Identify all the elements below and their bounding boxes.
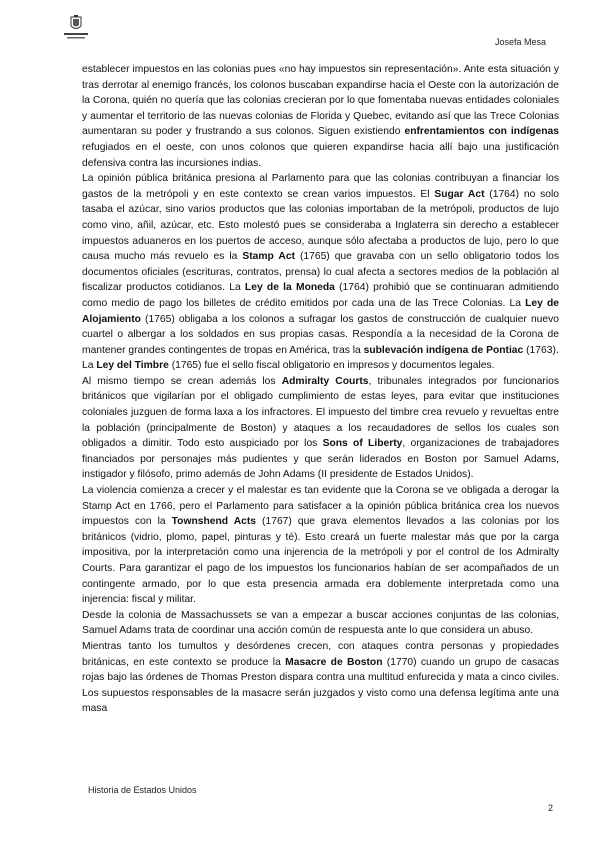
text-run: (1770) cuando un grupo de casacas rojas bajo las órdenes de Thomas Preston dispara contra una multitud enfurecida y mata a cinco civiles. Los supuestos responsables de la masacre serán juzgados y visto como una defensa legítima ante una masa	[82, 656, 559, 715]
paragraph	[82, 639, 559, 717]
bold-term: Townshend Acts	[171, 516, 257, 528]
text-run: (1764) prohibió que se continuaran admitiendo como medio de pago los billetes de crédito emitidos por cada una de las Trece Colonias. La	[82, 282, 559, 309]
bold-term: Stamp Act	[242, 251, 295, 263]
bold-term: enfrentamientos con indígenas	[404, 126, 559, 138]
footer-course-title: Historia de Estados Unidos	[88, 785, 197, 795]
text-run: (1765) que gravaba con un sello obligatorio todos los documentos oficiales (escrituras, contratos, prensa) lo cual afecta a sectores medios de la población al fiscalizar productos cotidianos. La	[82, 251, 560, 294]
text-run: Al mismo tiempo se crean además los	[82, 375, 282, 387]
text-run: (1765) obligaba a los colonos a sufragar los gastos de construcción de cualquier nuevo cuartel o albergar a los soldados en sus propias casas. Respondía a la necesidad de la Corona de mantener grandes contingentes de tropas en América, tras la	[82, 313, 559, 356]
paragraph	[82, 171, 559, 358]
text-run: establecer impuestos en las colonias pues «no hay impuestos sin representación». Ante esta situación y tras derrotar al enemigo francés, los colonos buscaban expandirse hacia el Oeste con la autorización de la Corona, quién no quería que las colonias crecieran por lo que fomentaba nuevas entidades coloniales y aumentar el territorio de las nuevas colonias de Florida y Quebec, evitando así que las Trece Colonias aumentaran su poder y frustrando a sus colonos. Siguen existiendo	[82, 64, 559, 138]
bold-term: Admiralty Courts	[281, 375, 369, 387]
university-crest-logo	[56, 14, 96, 44]
paragraph	[82, 374, 559, 483]
text-run: (1764) no solo tasaba el azúcar, sino varios productos que las colonias importaban de la metrópoli, productos de lujo como vino, añil, azúcar, etc. Esto molestó pues se consideraba a Inglaterra sin derecho a establecer impuestos aduaneros en los puertos de acceso, aunque sólo afectaba a productos de lujo, pero lo que causa mucho más revuelo es la	[82, 188, 559, 263]
paragraph	[82, 483, 559, 608]
text-run: , tribunales integrados por funcionarios británicos que vigilarían por el obligado cumplimiento de estas leyes, para evitar que instituciones coloniales juzguen de forma laxa a los infractores. El impuesto del timbre crea revuelo y revueltas entre la población (principalmente de Boston) y ataques a los recaudadores de sellos los cuales son obligados a dimitir. Todo esto auspiciado por los	[82, 375, 559, 450]
bold-term: Sons of Liberty	[322, 438, 403, 450]
header-author: Josefa Mesa	[495, 37, 547, 47]
bold-term: Ley de Alojamiento	[82, 297, 559, 325]
text-run: refugiados en el oeste, con unos colonos que quieren expandirse hacia allí bajo una justificación defensiva contra las incursiones indias.	[82, 141, 559, 169]
text-run: La opinión pública británica presiona al Parlamento para que las colonias contribuyan a financiar los gastos de la metrópoli y en este contexto se crean varios impuestos. El	[82, 173, 559, 200]
paragraph	[82, 608, 559, 639]
text-run: (1763).	[523, 344, 559, 356]
bold-term: sublevación indígena de Pontiac	[363, 344, 524, 356]
bold-term: Sugar Act	[434, 188, 485, 200]
bold-term: Ley de la Moneda	[244, 282, 335, 294]
page-number: 2	[548, 803, 554, 813]
bold-term: Masacre de Boston	[285, 656, 383, 668]
text-run: (1765) fue el sello fiscal obligatorio en impresos y documentos legales.	[168, 360, 495, 372]
paragraph	[82, 358, 559, 374]
text-run: La violencia comienza a crecer y el malestar es tan evidente que la Corona se ve obligada a derogar la Stamp Act en 1766, pero el Parlamento para satisfacer a la opinión pública británica crea los nuevos impuestos con la	[82, 485, 559, 528]
paragraph	[82, 62, 559, 171]
text-run: , organizaciones de trabajadores financiados por personajes más pudientes y que serán liderados en Boston por Samuel Adams, instigador y filósofo, primo además de John Adams (II presidente de Estados Unidos).	[82, 438, 560, 481]
text-run: La	[82, 360, 97, 372]
text-run: Mientras tanto los tumultos y desórdenes crecen, con ataques contra personas y propiedades británicas, en este contexto se produce la	[82, 640, 559, 668]
bold-term: Ley del Timbre	[96, 360, 169, 372]
text-run: Desde la colonia de Massachussets se van a empezar a buscar acciones conjuntas de las colonias, Samuel Adams trata de coordinar una acción común de respuesta ante lo que considera un abuso.	[82, 609, 559, 637]
text-run: (1767) que grava elementos llevados a las colonias por los británicos (vidrio, plomo, papel, pinturas y té). Esto creará un fuerte malestar más que por la carga impositiva, por la interpretación como una injerencia de la metrópoli y por el control de los Admiralty Courts. Para garantizar el pago de los impuestos los funcionarios habían de ser acompañados de un contingente armado, por lo que esta presencia armada era doblemente interpretada como una injerencia: fiscal y militar.	[82, 516, 559, 606]
document-body	[82, 62, 559, 717]
